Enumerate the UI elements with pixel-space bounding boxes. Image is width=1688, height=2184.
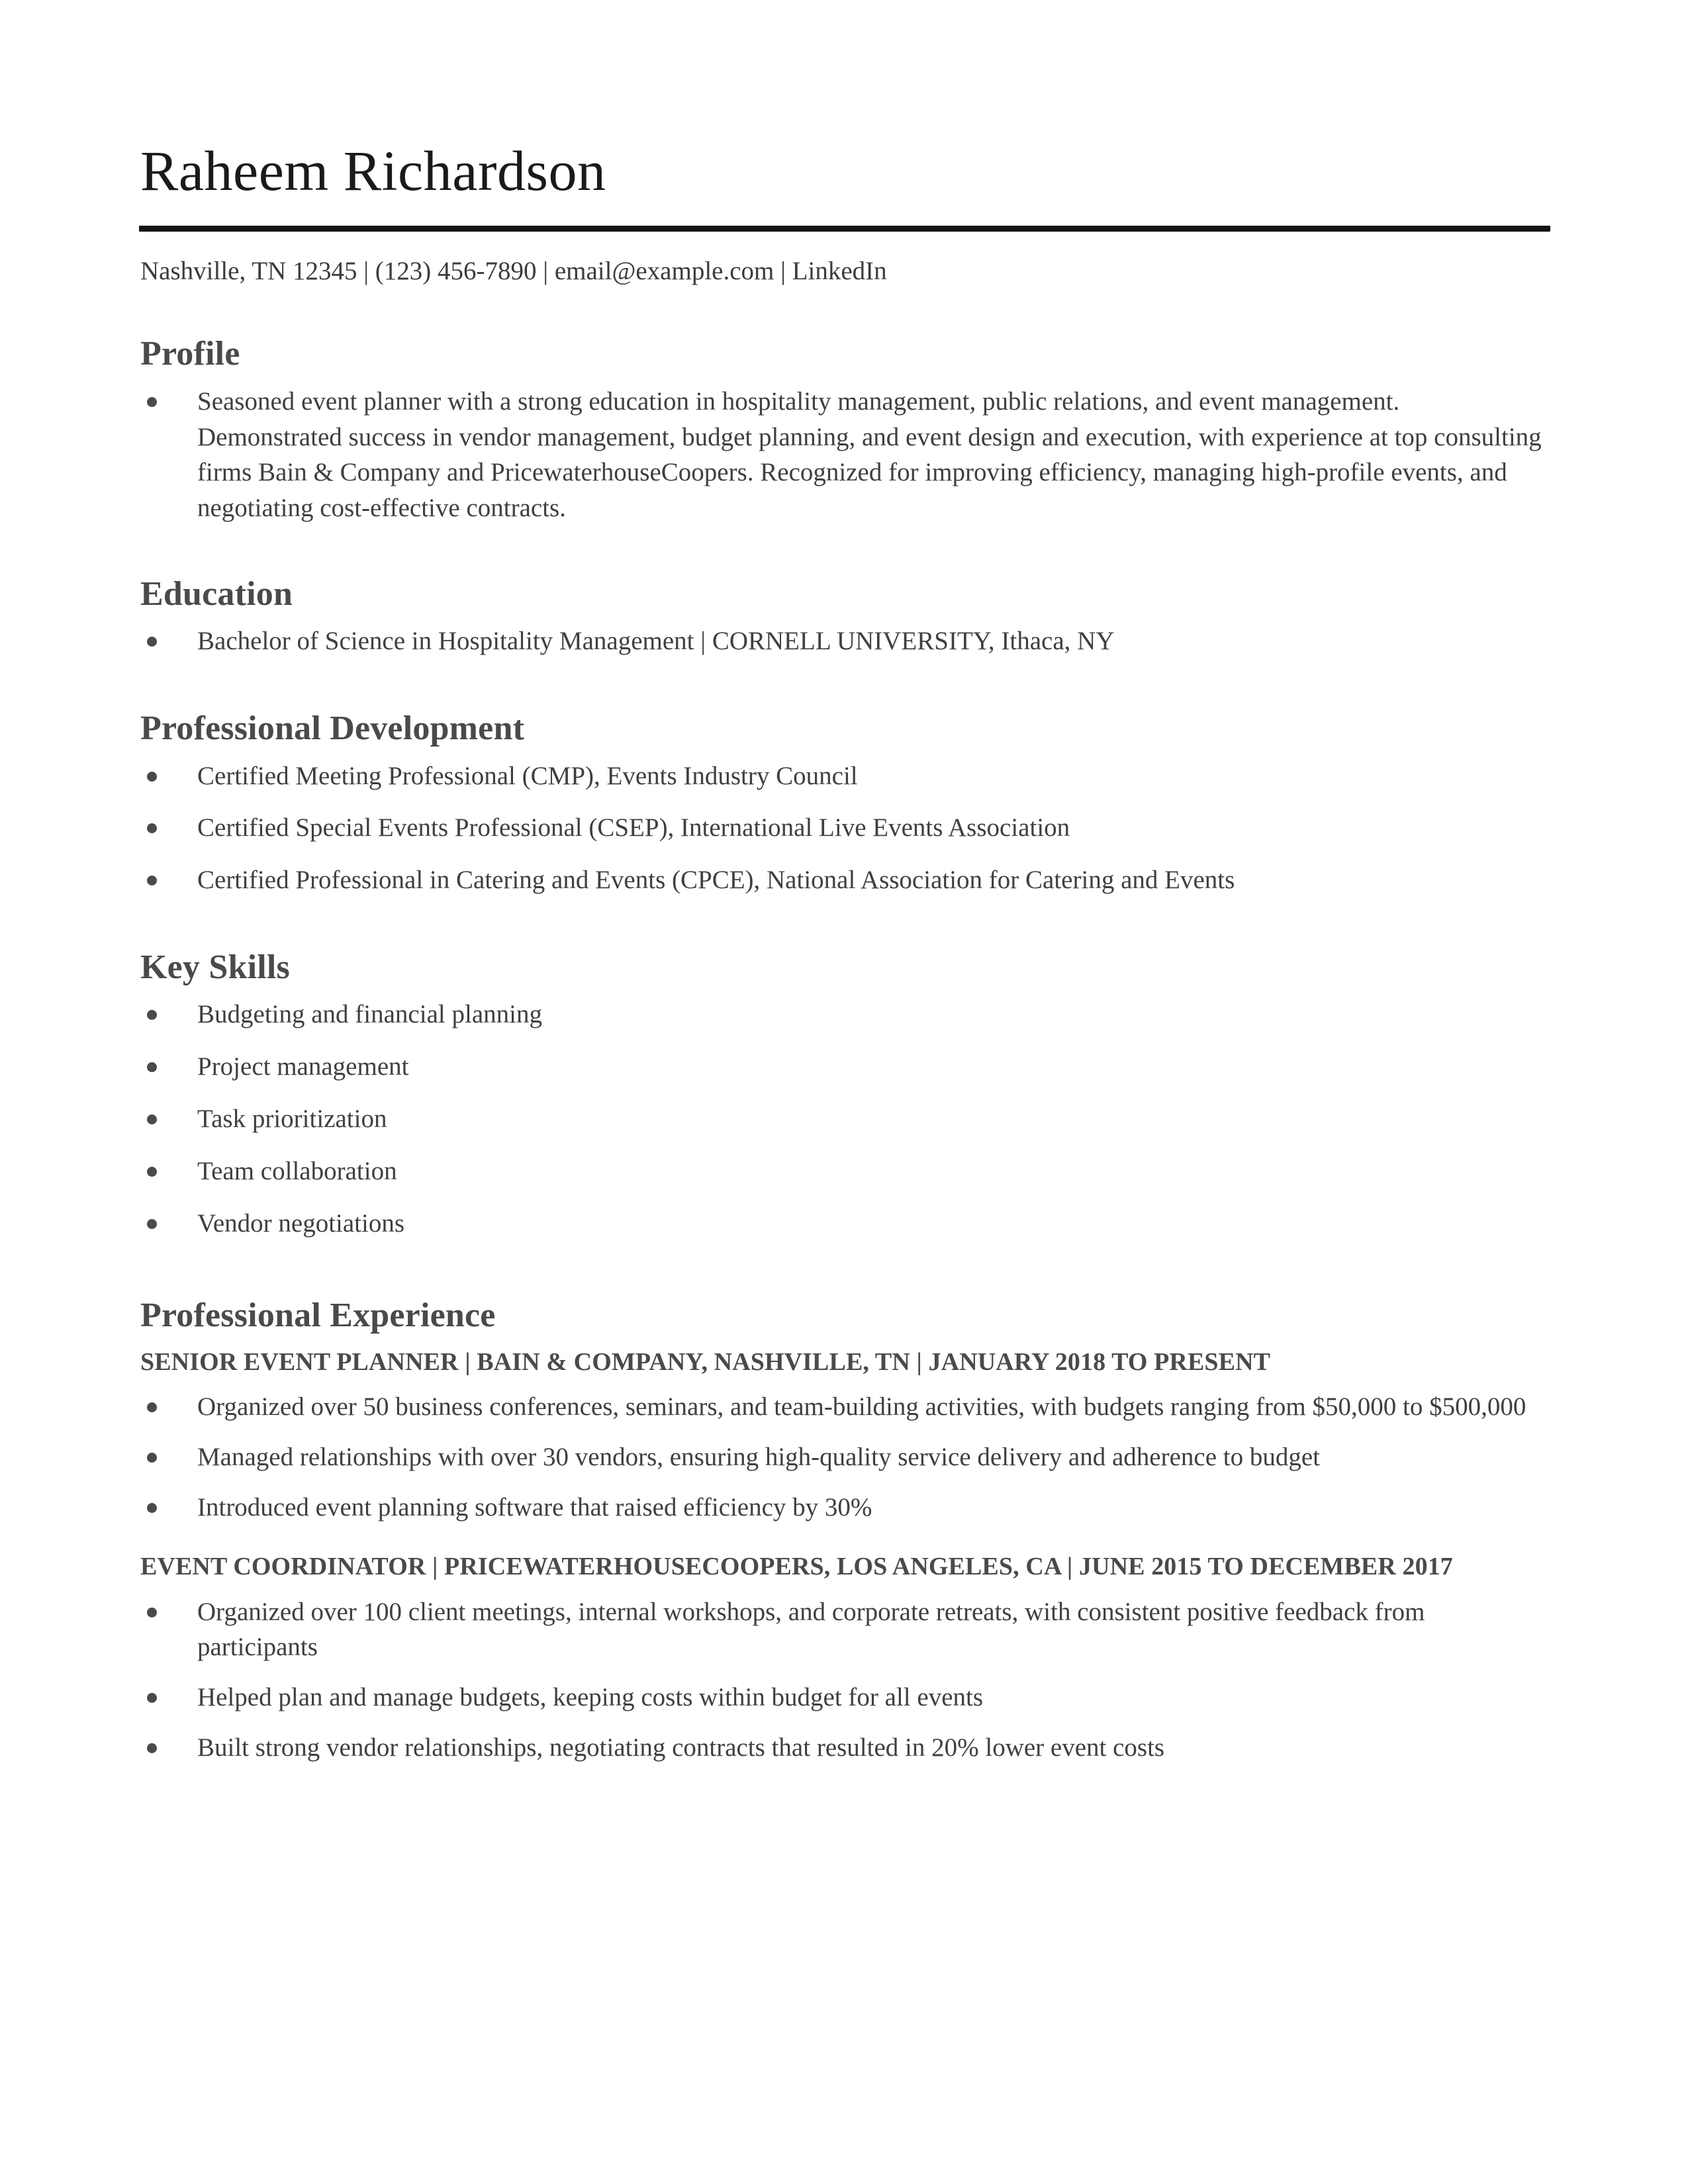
contact-line: Nashville, TN 12345 | (123) 456-7890 | email@example.com | LinkedIn <box>140 256 887 285</box>
education-list <box>139 623 1550 659</box>
section-education <box>139 574 1550 659</box>
job-bullets <box>139 1594 1550 1766</box>
list-item: Managed relationships with over 30 vendors, ensuring high-quality service delivery and adherence to budget <box>147 1439 1550 1475</box>
section-title-professional-development: Professional Development <box>140 709 525 748</box>
job-heading: SENIOR EVENT PLANNER | BAIN & COMPANY, NASHVILLE, TN | JANUARY 2018 TO PRESENT <box>140 1347 1271 1376</box>
header-divider <box>139 226 1550 232</box>
list-item: Bachelor of Science in Hospitality Management | CORNELL UNIVERSITY, Ithaca, NY <box>147 623 1550 659</box>
professional-development-list <box>139 758 1550 898</box>
list-item: Helped plan and manage budgets, keeping costs within budget for all events <box>147 1680 1550 1715</box>
profile-list <box>139 384 1550 526</box>
list-item: Organized over 100 client meetings, internal workshops, and corporate retreats, with consistent positive feedback from participants <box>147 1594 1550 1666</box>
job-heading: EVENT COORDINATOR | PRICEWATERHOUSECOOPERS, LOS ANGELES, CA | JUNE 2015 TO DECEMBER 2017 <box>140 1553 1453 1581</box>
section-profile <box>139 334 1550 526</box>
list-item: Introduced event planning software that raised efficiency by 30% <box>147 1490 1550 1525</box>
list-item: Task prioritization <box>147 1101 1550 1137</box>
section-professional-experience <box>139 1295 1550 1765</box>
section-title-education: Education <box>140 575 293 614</box>
list-item: Project management <box>147 1049 1550 1085</box>
list-item: Certified Meeting Professional (CMP), Events Industry Council <box>147 758 1550 794</box>
list-item: Certified Professional in Catering and Events (CPCE), National Association for Catering and Events <box>147 862 1550 898</box>
job-bullets <box>139 1389 1550 1525</box>
section-key-skills <box>139 947 1550 1241</box>
list-item: Team collaboration <box>147 1154 1550 1189</box>
list-item: Organized over 50 business conferences, seminars, and team-building activities, with budgets ranging from $50,000 to $500,000 <box>147 1389 1550 1425</box>
list-item: Seasoned event planner with a strong education in hospitality management, public relations, and event management. Demonstrated success in vendor management, budget planning, and event design and execution, with experience at top consulting firms Bain & Company and PricewaterhouseCoopers. Recognized for improving efficiency, managing high-profile events, and negotiating cost-effective contracts. <box>147 384 1550 526</box>
section-title-key-skills: Key Skills <box>140 948 290 987</box>
list-item: Budgeting and financial planning <box>147 997 1550 1032</box>
list-item: Built strong vendor relationships, negotiating contracts that resulted in 20% lower event costs <box>147 1730 1550 1766</box>
experience-entry <box>139 1550 1550 1765</box>
list-item: Vendor negotiations <box>147 1206 1550 1242</box>
section-title-professional-experience: Professional Experience <box>140 1297 496 1335</box>
experience-entry <box>139 1345 1550 1525</box>
list-item: Certified Special Events Professional (CSEP), International Live Events Association <box>147 810 1550 846</box>
key-skills-list <box>139 997 1550 1241</box>
section-title-profile: Profile <box>140 335 240 373</box>
section-professional-development <box>139 708 1550 898</box>
candidate-name: Raheem Richardson <box>140 139 606 203</box>
